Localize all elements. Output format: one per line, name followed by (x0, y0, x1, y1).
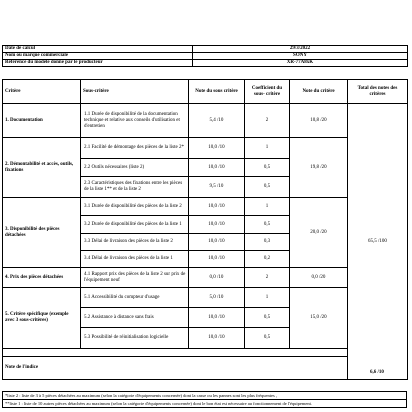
criteria-score: 20,0 /20 (290, 198, 348, 268)
header-sub-score: Note du sous critère (189, 80, 245, 104)
total-score: 65,5 /100 (348, 104, 408, 380)
criteria-name: 5. Critère spécifique (exemple avec 3 sous-critères) (3, 288, 81, 349)
sub-criteria-note: 10,0 /10 (189, 216, 245, 234)
table-row (3, 104, 408, 138)
footnote-row (3, 400, 407, 408)
info-label: Date de calcul (3, 46, 193, 53)
sub-criteria-label: 3.4 Délai de livraison des pièces de la liste 1 (81, 251, 189, 268)
sub-criteria-coefficient: 2 (245, 104, 290, 138)
table-row (3, 288, 408, 308)
table-row (3, 198, 408, 216)
info-value: SONY (193, 53, 408, 60)
spacer-row (3, 349, 408, 357)
sub-criteria-coefficient: 0,2 (245, 251, 290, 268)
sub-criteria-label: 3.3 Délai de livraison des pièces de la liste 2 (81, 234, 189, 251)
sub-criteria-label: 3.1 Durée de disponibilité des pièces de la liste 2 (81, 198, 189, 216)
sub-criteria-coefficient: 0,5 (245, 159, 290, 177)
final-label: Note de l'indice (3, 357, 348, 380)
footnote-1: *liste 2 : liste de 3 à 5 pièces détachées au maximum (selon la catégorie d'équipements concernée) dont la casse ou les pannes sont les plus fréquentes , (3, 392, 407, 400)
sub-criteria-coefficient: 0,5 (245, 308, 290, 328)
sub-criteria-label: 2.1 Facilité de démontage des pièces de la liste 2* (81, 138, 189, 159)
sub-criteria-note: 10,0 /10 (189, 234, 245, 251)
sub-criteria-label: 2.2 Outils nécessaires (liste 2) (81, 159, 189, 177)
sub-criteria-coefficient: 1 (245, 198, 290, 216)
sub-criteria-label: 5.3 Possibilité de réinitialisation logicielle (81, 328, 189, 349)
sub-criteria-note: 10,0 /10 (189, 328, 245, 349)
header-criteria: Critère (3, 80, 81, 104)
sub-criteria-coefficient: 1 (245, 138, 290, 159)
sub-criteria-note: 0,0 /10 (189, 268, 245, 288)
sub-criteria-note: 10,0 /10 (189, 159, 245, 177)
header-row (3, 80, 408, 104)
sub-criteria-note: 10,0 /10 (189, 308, 245, 328)
info-label: Référence du modèle donné par le producteur (3, 60, 193, 67)
footnotes-table (2, 391, 407, 408)
sub-criteria-coefficient: 0,5 (245, 328, 290, 349)
sub-criteria-coefficient: 1 (245, 288, 290, 308)
criteria-score: 0,0 /20 (290, 268, 348, 288)
info-table (2, 45, 408, 67)
header-criteria-score: Note du critère (290, 80, 348, 104)
sub-criteria-coefficient: 2 (245, 268, 290, 288)
criteria-name: 1. Documentation (3, 104, 81, 138)
sub-criteria-note: 10,0 /10 (189, 138, 245, 159)
criteria-name: 3. Disponibilité des pièces détachées (3, 198, 81, 268)
footnote-row (3, 392, 407, 400)
footnote-2: **liste 1 : liste de 10 autres pièces détachées au maximum (selon la catégorie d'équipements concernée) dont le bon état est nécessaire au fonctionnement de l'équipement. (3, 400, 407, 408)
table-row (3, 138, 408, 159)
info-row (3, 53, 408, 60)
sub-criteria-coefficient: 0,5 (245, 177, 290, 198)
final-value: 6,6 /10 (370, 370, 384, 375)
info-row (3, 46, 408, 53)
header-sub-criteria: Sous-critère (81, 80, 189, 104)
sub-criteria-label: 5.1 Accessibilité du compteur d'usage (81, 288, 189, 308)
criteria-score: 10,8 /20 (290, 104, 348, 138)
header-total: Total des notes des critères (348, 80, 408, 104)
spacer-cell (3, 349, 348, 357)
final-row (3, 357, 408, 380)
header-coefficient: Coefficient du sous- critère (245, 80, 290, 104)
sub-criteria-label: 2.3 Caractéristiques des fixations entre les pièces de la liste 1** et de la liste 2 (81, 177, 189, 198)
sub-criteria-note: 5,4 /10 (189, 104, 245, 138)
sub-criteria-coefficient: 0,5 (245, 216, 290, 234)
info-value: 29/3/2022 (193, 46, 408, 53)
sub-criteria-label: 5.2 Assistance à distance sans frais (81, 308, 189, 328)
info-label: Nom ou marque commerciale (3, 53, 193, 60)
sub-criteria-note: 10,0 /10 (189, 251, 245, 268)
info-value: XR-77A8xK (193, 60, 408, 67)
criteria-name: 2. Démontabilité et accès, outils, fixations (3, 138, 81, 198)
sub-criteria-note: 9,5 /10 (189, 177, 245, 198)
sub-criteria-label: 1.1 Durée de disponibilité de la documentation technique et relative aux conseils d'utilisation et d'entretien (81, 104, 189, 138)
sub-criteria-coefficient: 0,3 (245, 234, 290, 251)
sub-criteria-note: 5,0 /10 (189, 288, 245, 308)
info-row (3, 60, 408, 67)
criteria-score: 19,8 /20 (290, 138, 348, 198)
table-row (3, 268, 408, 288)
criteria-name: 4. Prix des pièces détachées (3, 268, 81, 288)
sub-criteria-note: 10,0 /10 (189, 198, 245, 216)
criteria-score: 15,0 /20 (290, 288, 348, 349)
sub-criteria-label: 4.1 Rapport prix des pièces de la liste 2 sur prix de l'équipement neuf (81, 268, 189, 288)
sub-criteria-label: 3.2 Durée de disponibilité des pièces de la liste 1 (81, 216, 189, 234)
score-table (2, 79, 408, 380)
